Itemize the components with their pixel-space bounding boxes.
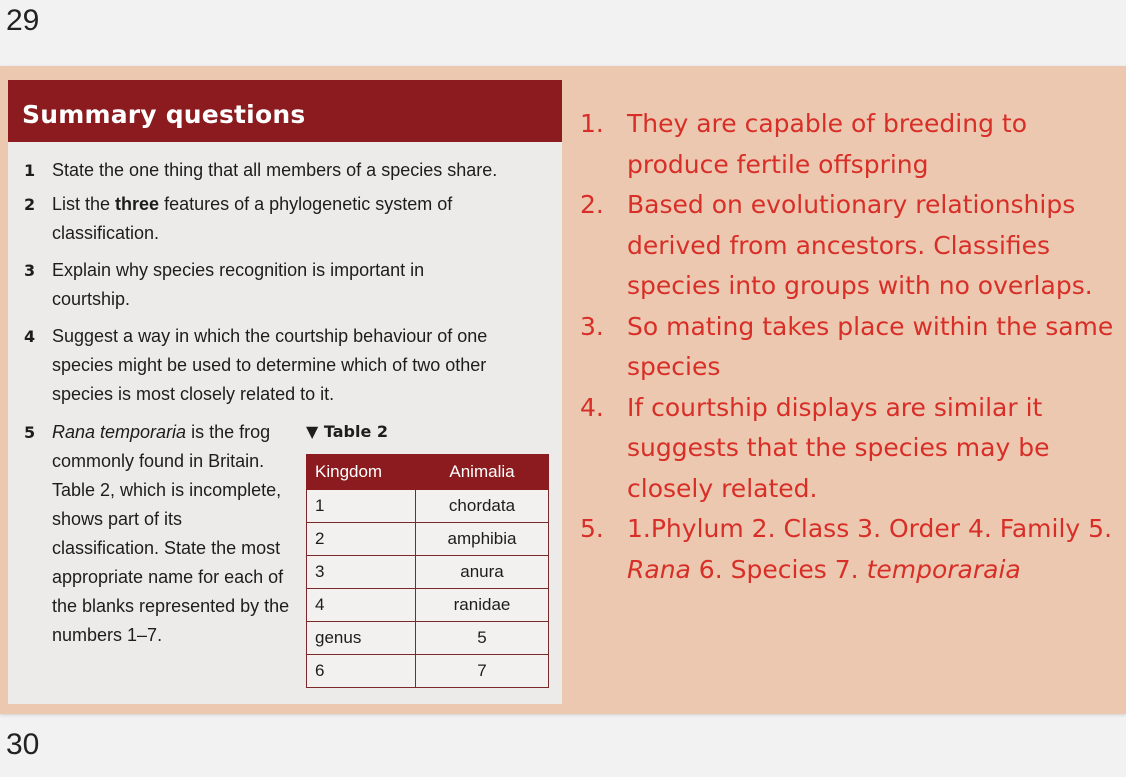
question-number: 5 [24, 423, 36, 442]
summary-header [8, 80, 562, 142]
table-cell: anura [416, 556, 549, 589]
answer-text: They are capable of breeding to produce fertile offspring [627, 109, 1027, 179]
answer-number: 3. [580, 311, 604, 341]
answer-list [580, 104, 1120, 590]
table-header-row [307, 455, 549, 490]
question-number: 2 [24, 195, 36, 214]
table-row [307, 622, 549, 655]
page-number-top: 29 [6, 4, 40, 37]
answer-text: 1.Phylum 2. Class 3. Order 4. Family 5. Rana 6. Species 7. temporaraia [627, 514, 1113, 584]
page-number-bottom: 30 [6, 728, 40, 761]
answer-number: 2. [580, 190, 604, 219]
textbook-photo [8, 80, 562, 704]
answer-number: 4. [580, 392, 604, 422]
question-text: State the one thing that all members of a species share. [52, 160, 498, 180]
answer-item [580, 104, 1120, 185]
table-cell: 3 [307, 556, 416, 589]
question-text: List the three features of a phylogenetic system of classification. [52, 194, 453, 243]
question-text: Explain why species recognition is important in courtship. [52, 260, 425, 309]
question-text: Suggest a way in which the courtship behaviour of one species might be used to determine which of two other species is most closely related to it. [52, 326, 488, 404]
table-row [307, 655, 549, 688]
question-number: 3 [24, 261, 36, 280]
table-header-cell: Kingdom [307, 455, 416, 490]
question-number: 4 [24, 327, 36, 346]
answer-item [580, 509, 1120, 590]
answer-text: So mating takes place within the same species [627, 311, 1114, 381]
table-cell: 5 [416, 622, 549, 655]
table-cell: chordata [416, 490, 549, 523]
table-cell: ranidae [416, 589, 549, 622]
table-cell: amphibia [416, 523, 549, 556]
table-cell: 2 [307, 523, 416, 556]
answer-number: 5. [580, 514, 604, 543]
summary-title: Summary questions [22, 100, 306, 129]
answer-item [580, 307, 1120, 388]
table-cell: 4 [307, 589, 416, 622]
classification-table [306, 454, 549, 688]
table-header-cell: Animalia [416, 455, 549, 490]
answer-text: Based on evolutionary relationships derived from ancestors. Classifies species into groups with no overlaps. [627, 190, 1093, 300]
table-row [307, 589, 549, 622]
answer-item [580, 185, 1120, 307]
table-cell: 1 [307, 490, 416, 523]
answer-number: 1. [580, 109, 604, 138]
table-row [307, 523, 549, 556]
table-title: ▼ Table 2 [306, 422, 389, 441]
answer-text: If courtship displays are similar it suggests that the species may be closely related. [627, 392, 1050, 503]
table-cell: 7 [416, 655, 549, 688]
answer-item [580, 388, 1120, 510]
slide [0, 66, 1126, 714]
table-row [307, 490, 549, 523]
question-number: 1 [24, 161, 36, 180]
table-cell: 6 [307, 655, 416, 688]
table-cell: genus [307, 622, 416, 655]
question-text: Rana temporaria is the frog commonly found in Britain. Table 2, which is incomplete, shows part of its classification. State the most appropriate name for each of the blanks represented by the numbers 1–7. [52, 422, 290, 645]
table-row [307, 556, 549, 589]
